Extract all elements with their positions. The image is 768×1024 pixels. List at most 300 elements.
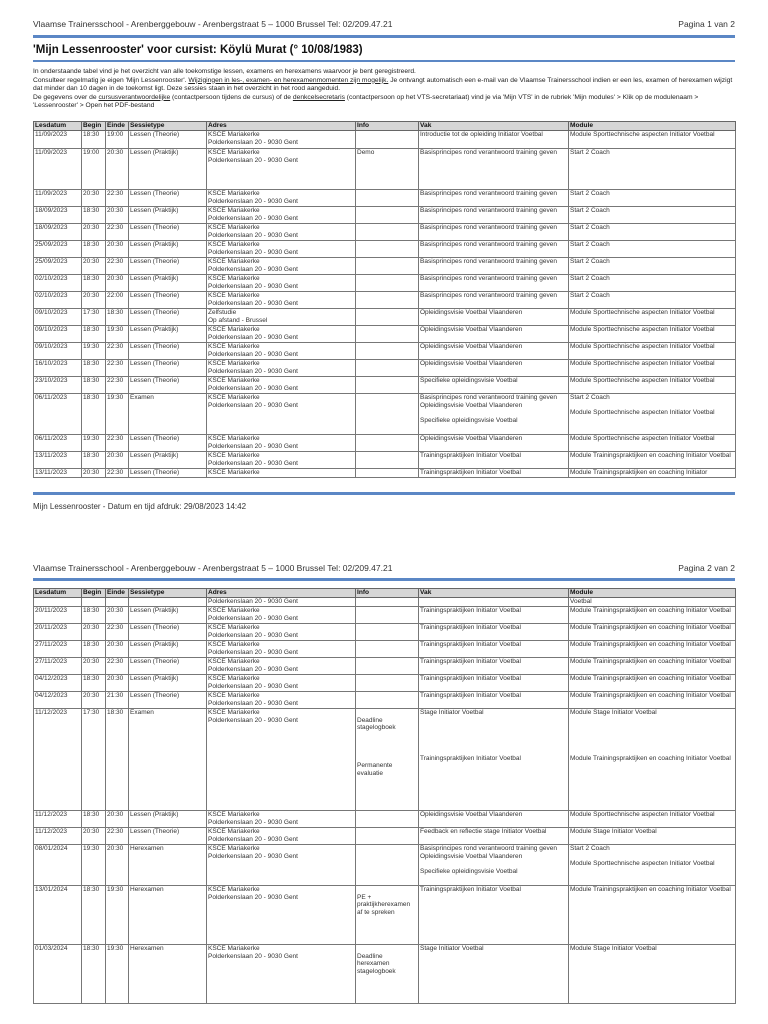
address-line: KSCE Mariakerke <box>208 945 260 952</box>
adres-cell <box>207 275 356 292</box>
info-cell <box>356 275 419 292</box>
table-row <box>34 828 736 845</box>
module-cell: Module Sporttechnische aspecten Initiator Voetbal <box>569 131 736 149</box>
sessietype-cell: Lessen (Praktijk) <box>129 149 207 190</box>
address-line: KSCE Mariakerke <box>208 692 260 699</box>
adres-cell <box>207 828 356 845</box>
module-cell: Start 2 Coach Module Sporttechnische aspecten Initiator Voetbal <box>569 394 736 435</box>
info-cell <box>356 377 419 394</box>
module-cell: Start 2 Coach <box>569 207 736 224</box>
sessietype-cell: Lessen (Theorie) <box>129 377 207 394</box>
intro-text <box>33 68 741 111</box>
einde-cell: 18:30 <box>106 309 129 326</box>
einde-cell: 22:30 <box>106 658 129 675</box>
einde-cell: 22:00 <box>106 292 129 309</box>
vak-cell: Basisprincipes rond verantwoord training geven <box>419 149 569 190</box>
sessietype-cell: Lessen (Praktijk) <box>129 675 207 692</box>
einde-cell: 20:30 <box>106 641 129 658</box>
einde-cell: 19:30 <box>106 886 129 945</box>
school-info: Vlaamse Trainersschool - Arenberggebouw - Arenbergstraat 5 – 1000 Brussel Tel: 02/209.47.21 <box>33 563 393 573</box>
column-header: Adres <box>207 122 356 131</box>
info-cell: Demo <box>356 149 419 190</box>
address-line: KSCE Mariakerke <box>208 377 260 384</box>
begin-cell: 18:30 <box>82 326 106 343</box>
begin-cell: 19:30 <box>82 845 106 886</box>
info-cell <box>356 469 419 478</box>
vak-cell: Trainingspraktijken Initiator Voetbal <box>419 692 569 709</box>
sessietype-cell: Lessen (Praktijk) <box>129 207 207 224</box>
table-row <box>34 131 736 149</box>
page-number: Pagina 2 van 2 <box>678 563 735 573</box>
address-line: KSCE Mariakerke <box>208 241 260 248</box>
einde-cell: 22:30 <box>106 190 129 207</box>
lesdatum-cell: 01/03/2024 <box>34 945 82 1004</box>
adres-cell <box>207 675 356 692</box>
address-line: Polderkenslaan 20 - 9030 Gent <box>208 648 298 656</box>
lesdatum-cell: 27/11/2023 <box>34 641 82 658</box>
adres-cell <box>207 469 356 478</box>
lesdatum-cell: 20/11/2023 <box>34 607 82 624</box>
adres-cell <box>207 709 356 811</box>
einde-cell: 19:30 <box>106 394 129 435</box>
sessietype-cell: Lessen (Theorie) <box>129 828 207 845</box>
einde-cell: 20:30 <box>106 275 129 292</box>
sessietype-cell: Lessen (Theorie) <box>129 658 207 675</box>
info-cell <box>356 360 419 377</box>
module-cell: Start 2 Coach <box>569 149 736 190</box>
sessietype-cell: Lessen (Theorie) <box>129 692 207 709</box>
begin-cell: 18:30 <box>82 241 106 258</box>
intro-line-2c: Je ontvangt automatisch een e-mail van de Vlaamse Trainersschool indien er een les, examen of herexamen wijzigt dat minder dan 10 dagen in de toekomst ligt. Deze sessies staan in het overzicht in het rood aangeduid. <box>33 76 733 92</box>
table-row <box>34 394 736 435</box>
address-line: KSCE Mariakerke <box>208 607 260 614</box>
sessietype-cell: Lessen (Praktijk) <box>129 607 207 624</box>
einde-cell: 20:30 <box>106 607 129 624</box>
info-cell <box>356 811 419 828</box>
cursusverantwoordelijke-link[interactable]: cursusverantwoordelijke <box>98 93 171 101</box>
address-line: Polderkenslaan 20 - 9030 Gent <box>208 384 298 392</box>
begin-cell: 19:30 <box>82 343 106 360</box>
info-cell <box>356 394 419 435</box>
vak-cell: Basisprincipes rond verantwoord training geven <box>419 190 569 207</box>
info-cell <box>356 435 419 452</box>
einde-cell: 22:30 <box>106 360 129 377</box>
lesdatum-cell: 18/09/2023 <box>34 207 82 224</box>
sessietype-cell: Lessen (Praktijk) <box>129 452 207 469</box>
module-cell: Module Trainingspraktijken en coaching Initiator Voetbal <box>569 692 736 709</box>
begin-cell: 19:30 <box>82 435 106 452</box>
begin-cell: 18:30 <box>82 275 106 292</box>
info-cell <box>356 828 419 845</box>
sessietype-cell: Lessen (Theorie) <box>129 309 207 326</box>
address-line: Polderkenslaan 20 - 9030 Gent <box>208 614 298 622</box>
address-line: KSCE Mariakerke <box>208 190 260 197</box>
column-header: Lesdatum <box>34 122 82 131</box>
address-line: KSCE Mariakerke <box>208 435 260 442</box>
table-row <box>34 190 736 207</box>
lesdatum-cell: 11/09/2023 <box>34 190 82 207</box>
address-line: Polderkenslaan 20 - 9030 Gent <box>208 282 298 290</box>
info-cell <box>356 845 419 886</box>
address-line: KSCE Mariakerke <box>208 326 260 333</box>
sessietype-cell: Lessen (Praktijk) <box>129 241 207 258</box>
address-line: Polderkenslaan 20 - 9030 Gent <box>208 299 298 307</box>
table-row <box>34 435 736 452</box>
intro-line-3 <box>33 94 741 111</box>
address-line: KSCE Mariakerke <box>208 224 260 231</box>
module-cell: Start 2 Coach <box>569 258 736 275</box>
page-header <box>33 19 735 29</box>
page-number: Pagina 1 van 2 <box>678 19 735 29</box>
address-line: KSCE Mariakerke <box>208 360 260 367</box>
lesdatum-cell <box>34 598 82 607</box>
adres-cell <box>207 190 356 207</box>
einde-cell: 22:30 <box>106 469 129 478</box>
adres-cell <box>207 343 356 360</box>
sessietype-cell: Lessen (Praktijk) <box>129 641 207 658</box>
vak-cell: Opleidingsvisie Voetbal Vlaanderen <box>419 326 569 343</box>
begin-cell: 18:30 <box>82 811 106 828</box>
sessietype-cell: Herexamen <box>129 845 207 886</box>
sessietype-cell: Lessen (Praktijk) <box>129 811 207 828</box>
column-header: Lesdatum <box>34 589 82 598</box>
table-row <box>34 343 736 360</box>
header-rule <box>33 35 735 38</box>
address-line: KSCE Mariakerke <box>208 292 260 299</box>
sessietype-cell: Herexamen <box>129 886 207 945</box>
address-line: Polderkenslaan 20 - 9030 Gent <box>208 665 298 673</box>
table-row <box>34 811 736 828</box>
adres-cell <box>207 435 356 452</box>
sessietype-cell: Lessen (Theorie) <box>129 469 207 478</box>
address-line: Polderkenslaan 20 - 9030 Gent <box>208 716 298 724</box>
page-header <box>33 563 735 573</box>
address-line: Polderkenslaan 20 - 9030 Gent <box>208 598 298 605</box>
adres-cell <box>207 360 356 377</box>
vak-cell: Trainingspraktijken Initiator Voetbal <box>419 607 569 624</box>
module-cell: Start 2 Coach <box>569 224 736 241</box>
info-cell: PE + praktijkherexamen af te spreken <box>356 886 419 945</box>
address-line: Polderkenslaan 20 - 9030 Gent <box>208 138 298 146</box>
lesdatum-cell: 02/10/2023 <box>34 275 82 292</box>
einde-cell: 22:30 <box>106 343 129 360</box>
table-row <box>34 709 736 811</box>
module-cell: Start 2 Coach <box>569 292 736 309</box>
info-cell <box>356 641 419 658</box>
info-cell <box>356 692 419 709</box>
lesdatum-cell: 16/10/2023 <box>34 360 82 377</box>
vak-cell: Specifieke opleidingsvisie Voetbal <box>419 377 569 394</box>
lesdatum-cell: 09/10/2023 <box>34 309 82 326</box>
address-line: Polderkenslaan 20 - 9030 Gent <box>208 265 298 273</box>
address-line: Polderkenslaan 20 - 9030 Gent <box>208 952 298 960</box>
sessietype-cell: Lessen (Theorie) <box>129 190 207 207</box>
adres-cell <box>207 394 356 435</box>
module-cell: Voetbal <box>569 598 736 607</box>
begin-cell: 18:30 <box>82 360 106 377</box>
adres-cell <box>207 658 356 675</box>
begin-cell <box>82 598 106 607</box>
module-cell: Module Trainingspraktijken en coaching Initiator <box>569 469 736 478</box>
lesdatum-cell: 25/09/2023 <box>34 258 82 275</box>
begin-cell: 18:30 <box>82 675 106 692</box>
table-row <box>34 692 736 709</box>
module-cell: Start 2 Coach <box>569 190 736 207</box>
adres-cell <box>207 292 356 309</box>
table-row <box>34 598 736 607</box>
module-cell: Module Sporttechnische aspecten Initiator Voetbal <box>569 811 736 828</box>
adres-cell <box>207 241 356 258</box>
table-row <box>34 326 736 343</box>
vak-cell: Stage Initiator Voetbal <box>419 945 569 1004</box>
schedule-table-page-1 <box>33 121 736 478</box>
print-footer: Mijn Lessenrooster - Datum en tijd afdruk: 29/08/2023 14:42 <box>33 502 247 511</box>
title-main: 'Mijn Lessenrooster' voor cursist: Köylü Murat <box>33 44 287 56</box>
vak-cell: Introductie tot de opleiding Initiator Voetbal <box>419 131 569 149</box>
info-cell <box>356 675 419 692</box>
lesdatum-cell: 08/01/2024 <box>34 845 82 886</box>
sessietype-cell: Lessen (Praktijk) <box>129 275 207 292</box>
column-header: Einde <box>106 122 129 131</box>
column-header: Begin <box>82 122 106 131</box>
address-line: Polderkenslaan 20 - 9030 Gent <box>208 459 298 467</box>
address-line: Polderkenslaan 20 - 9030 Gent <box>208 401 298 409</box>
begin-cell: 18:30 <box>82 607 106 624</box>
module-cell: Start 2 Coach Module Sporttechnische aspecten Initiator Voetbal <box>569 845 736 886</box>
address-line: KSCE Mariakerke <box>208 845 260 852</box>
column-header: Begin <box>82 589 106 598</box>
column-header: Module <box>569 589 736 598</box>
sessietype-cell: Lessen (Theorie) <box>129 292 207 309</box>
lesdatum-cell: 13/01/2024 <box>34 886 82 945</box>
lesdatum-cell: 27/11/2023 <box>34 658 82 675</box>
info-cell <box>356 207 419 224</box>
einde-cell: 20:30 <box>106 845 129 886</box>
table-row <box>34 886 736 945</box>
module-cell: Module Trainingspraktijken en coaching Initiator Voetbal <box>569 658 736 675</box>
lesdatum-cell: 25/09/2023 <box>34 241 82 258</box>
table-row <box>34 275 736 292</box>
address-line: KSCE Mariakerke <box>208 275 260 282</box>
begin-cell: 18:30 <box>82 131 106 149</box>
module-cell: Module Stage Initiator Voetbal Module Trainingspraktijken en coaching Initiator Voetbal <box>569 709 736 811</box>
address-line: Zelfstudie <box>208 309 237 316</box>
begin-cell: 20:30 <box>82 828 106 845</box>
einde-cell: 22:30 <box>106 624 129 641</box>
sessietype-cell: Lessen (Theorie) <box>129 131 207 149</box>
lesdatum-cell: 11/09/2023 <box>34 131 82 149</box>
sessietype-cell: Herexamen <box>129 945 207 1004</box>
adres-cell <box>207 641 356 658</box>
module-cell: Module Sporttechnische aspecten Initiator Voetbal <box>569 326 736 343</box>
address-line: Polderkenslaan 20 - 9030 Gent <box>208 367 298 375</box>
sessietype-cell: Examen <box>129 394 207 435</box>
begin-cell: 18:30 <box>82 886 106 945</box>
info-cell <box>356 224 419 241</box>
table-row <box>34 945 736 1004</box>
einde-cell: 20:30 <box>106 675 129 692</box>
module-cell: Module Sporttechnische aspecten Initiator Voetbal <box>569 377 736 394</box>
table-row <box>34 607 736 624</box>
begin-cell: 20:30 <box>82 292 106 309</box>
address-line: Polderkenslaan 20 - 9030 Gent <box>208 214 298 222</box>
adres-cell <box>207 377 356 394</box>
einde-cell <box>106 598 129 607</box>
lesdatum-cell: 09/10/2023 <box>34 343 82 360</box>
address-line: Polderkenslaan 20 - 9030 Gent <box>208 852 298 860</box>
lesdatum-cell: 13/11/2023 <box>34 452 82 469</box>
column-header: Vak <box>419 589 569 598</box>
vak-cell: Trainingspraktijken Initiator Voetbal <box>419 675 569 692</box>
vak-cell: Opleidingsvisie Voetbal Vlaanderen <box>419 435 569 452</box>
einde-cell: 19:30 <box>106 945 129 1004</box>
adres-cell <box>207 326 356 343</box>
module-cell: Module Trainingspraktijken en coaching Initiator Voetbal <box>569 624 736 641</box>
table-row <box>34 377 736 394</box>
title-rule <box>33 60 735 62</box>
intro-line-2b: Wijzigingen in les-, examen- en herexamenmomenten zijn mogelijk. <box>188 76 389 84</box>
address-line: KSCE Mariakerke <box>208 675 260 682</box>
einde-cell: 22:30 <box>106 828 129 845</box>
table-row <box>34 675 736 692</box>
column-header: Einde <box>106 589 129 598</box>
address-line: KSCE Mariakerke <box>208 658 260 665</box>
module-cell: Module Sporttechnische aspecten Initiator Voetbal <box>569 360 736 377</box>
title-dob: (° 10/08/1983) <box>289 44 363 56</box>
vak-cell: Basisprincipes rond verantwoord training geven Opleidingsvisie Voetbal Vlaanderen Specifieke opleidingsvisie Voetbal <box>419 845 569 886</box>
address-line: KSCE Mariakerke <box>208 811 260 818</box>
lesdatum-cell: 11/12/2023 <box>34 828 82 845</box>
adres-cell <box>207 452 356 469</box>
begin-cell: 17:30 <box>82 309 106 326</box>
sessietype-cell: Lessen (Theorie) <box>129 258 207 275</box>
info-cell <box>356 131 419 149</box>
vak-cell: Basisprincipes rond verantwoord training geven <box>419 224 569 241</box>
intro-line-2a: Consulteer regelmatig je eigen 'Mijn Lessenrooster'. <box>33 76 187 84</box>
sessietype-cell: Lessen (Theorie) <box>129 224 207 241</box>
begin-cell: 18:30 <box>82 377 106 394</box>
address-line: Polderkenslaan 20 - 9030 Gent <box>208 156 298 164</box>
table-row <box>34 624 736 641</box>
info-cell: Deadline herexamen stagelogboek <box>356 945 419 1004</box>
einde-cell: 20:30 <box>106 207 129 224</box>
address-line: Polderkenslaan 20 - 9030 Gent <box>208 699 298 707</box>
vak-cell: Basisprincipes rond verantwoord training geven <box>419 207 569 224</box>
info-cell <box>356 190 419 207</box>
table-row <box>34 292 736 309</box>
lesdatum-cell: 06/11/2023 <box>34 394 82 435</box>
column-header: Info <box>356 122 419 131</box>
vak-cell: Opleidingsvisie Voetbal Vlaanderen <box>419 360 569 377</box>
info-cell <box>356 607 419 624</box>
einde-cell: 18:30 <box>106 709 129 811</box>
table-row <box>34 224 736 241</box>
lesdatum-cell: 18/09/2023 <box>34 224 82 241</box>
header-rule <box>33 578 735 581</box>
adres-cell <box>207 692 356 709</box>
vak-cell: Basisprincipes rond verantwoord training geven Opleidingsvisie Voetbal Vlaanderen Specifieke opleidingsvisie Voetbal <box>419 394 569 435</box>
adres-cell <box>207 886 356 945</box>
adres-cell <box>207 149 356 190</box>
sessietype-cell <box>129 598 207 607</box>
module-cell: Start 2 Coach <box>569 275 736 292</box>
footer-rule <box>33 492 735 495</box>
begin-cell: 20:30 <box>82 258 106 275</box>
einde-cell: 22:30 <box>106 377 129 394</box>
intro-line-2 <box>33 77 741 94</box>
address-line: Polderkenslaan 20 - 9030 Gent <box>208 893 298 901</box>
lesdatum-cell: 11/12/2023 <box>34 709 82 811</box>
sessietype-cell: Lessen (Theorie) <box>129 624 207 641</box>
address-line: Polderkenslaan 20 - 9030 Gent <box>208 442 298 450</box>
einde-cell: 20:30 <box>106 149 129 190</box>
table-row <box>34 241 736 258</box>
module-cell: Module Sporttechnische aspecten Initiator Voetbal <box>569 309 736 326</box>
column-header: Info <box>356 589 419 598</box>
lesdatum-cell: 13/11/2023 <box>34 469 82 478</box>
vak-cell: Trainingspraktijken Initiator Voetbal <box>419 658 569 675</box>
module-cell: Start 2 Coach <box>569 241 736 258</box>
table-row <box>34 207 736 224</box>
table-row <box>34 452 736 469</box>
begin-cell: 20:30 <box>82 692 106 709</box>
begin-cell: 20:30 <box>82 224 106 241</box>
begin-cell: 20:30 <box>82 658 106 675</box>
table-header-row <box>34 122 736 131</box>
address-line: Op afstand - Brussel <box>208 316 268 324</box>
begin-cell: 18:30 <box>82 394 106 435</box>
column-header: Module <box>569 122 736 131</box>
module-cell: Module Trainingspraktijken en coaching Initiator Voetbal <box>569 607 736 624</box>
vak-cell: Feedback en reflectie stage Initiator Voetbal <box>419 828 569 845</box>
adres-cell <box>207 945 356 1004</box>
table-row <box>34 149 736 190</box>
vak-cell: Opleidingsvisie Voetbal Vlaanderen <box>419 309 569 326</box>
info-cell <box>356 241 419 258</box>
einde-cell: 19:00 <box>106 131 129 149</box>
info-cell <box>356 598 419 607</box>
intro-line-3e: (contactpersoon op het VTS-secretariaat) vind je via 'Mijn VTS' in de rubriek 'Mijn modules' > Klik op de modulenaam > 'Lessenrooster' > Open het PDF-bestand <box>33 93 699 109</box>
begin-cell: 18:30 <box>82 641 106 658</box>
vak-cell: Opleidingsvisie Voetbal Vlaanderen <box>419 811 569 828</box>
address-line: Polderkenslaan 20 - 9030 Gent <box>208 333 298 341</box>
address-line: Polderkenslaan 20 - 9030 Gent <box>208 631 298 639</box>
table-row <box>34 258 736 275</box>
address-line: KSCE Mariakerke <box>208 624 260 631</box>
address-line: KSCE Mariakerke <box>208 709 260 716</box>
address-line: KSCE Mariakerke <box>208 258 260 265</box>
einde-cell: 20:30 <box>106 452 129 469</box>
sessietype-cell: Lessen (Theorie) <box>129 435 207 452</box>
sessietype-cell: Examen <box>129 709 207 811</box>
begin-cell: 20:30 <box>82 624 106 641</box>
info-cell <box>356 292 419 309</box>
adres-cell <box>207 258 356 275</box>
column-header: Sessietype <box>129 122 207 131</box>
vak-cell: Trainingspraktijken Initiator Voetbal <box>419 452 569 469</box>
denkcelsecretaris-link[interactable]: denkcelsecretaris <box>292 93 345 101</box>
begin-cell: 20:30 <box>82 190 106 207</box>
module-cell: Module Stage Initiator Voetbal <box>569 828 736 845</box>
vak-cell: Basisprincipes rond verantwoord training geven <box>419 241 569 258</box>
info-cell <box>356 326 419 343</box>
info-cell: Deadline stagelogboek Permanente evaluatie <box>356 709 419 811</box>
adres-cell <box>207 607 356 624</box>
module-cell: Module Trainingspraktijken en coaching Initiator Voetbal <box>569 452 736 469</box>
address-line: Polderkenslaan 20 - 9030 Gent <box>208 682 298 690</box>
module-cell: Module Trainingspraktijken en coaching Initiator Voetbal <box>569 641 736 658</box>
sessietype-cell: Lessen (Theorie) <box>129 343 207 360</box>
